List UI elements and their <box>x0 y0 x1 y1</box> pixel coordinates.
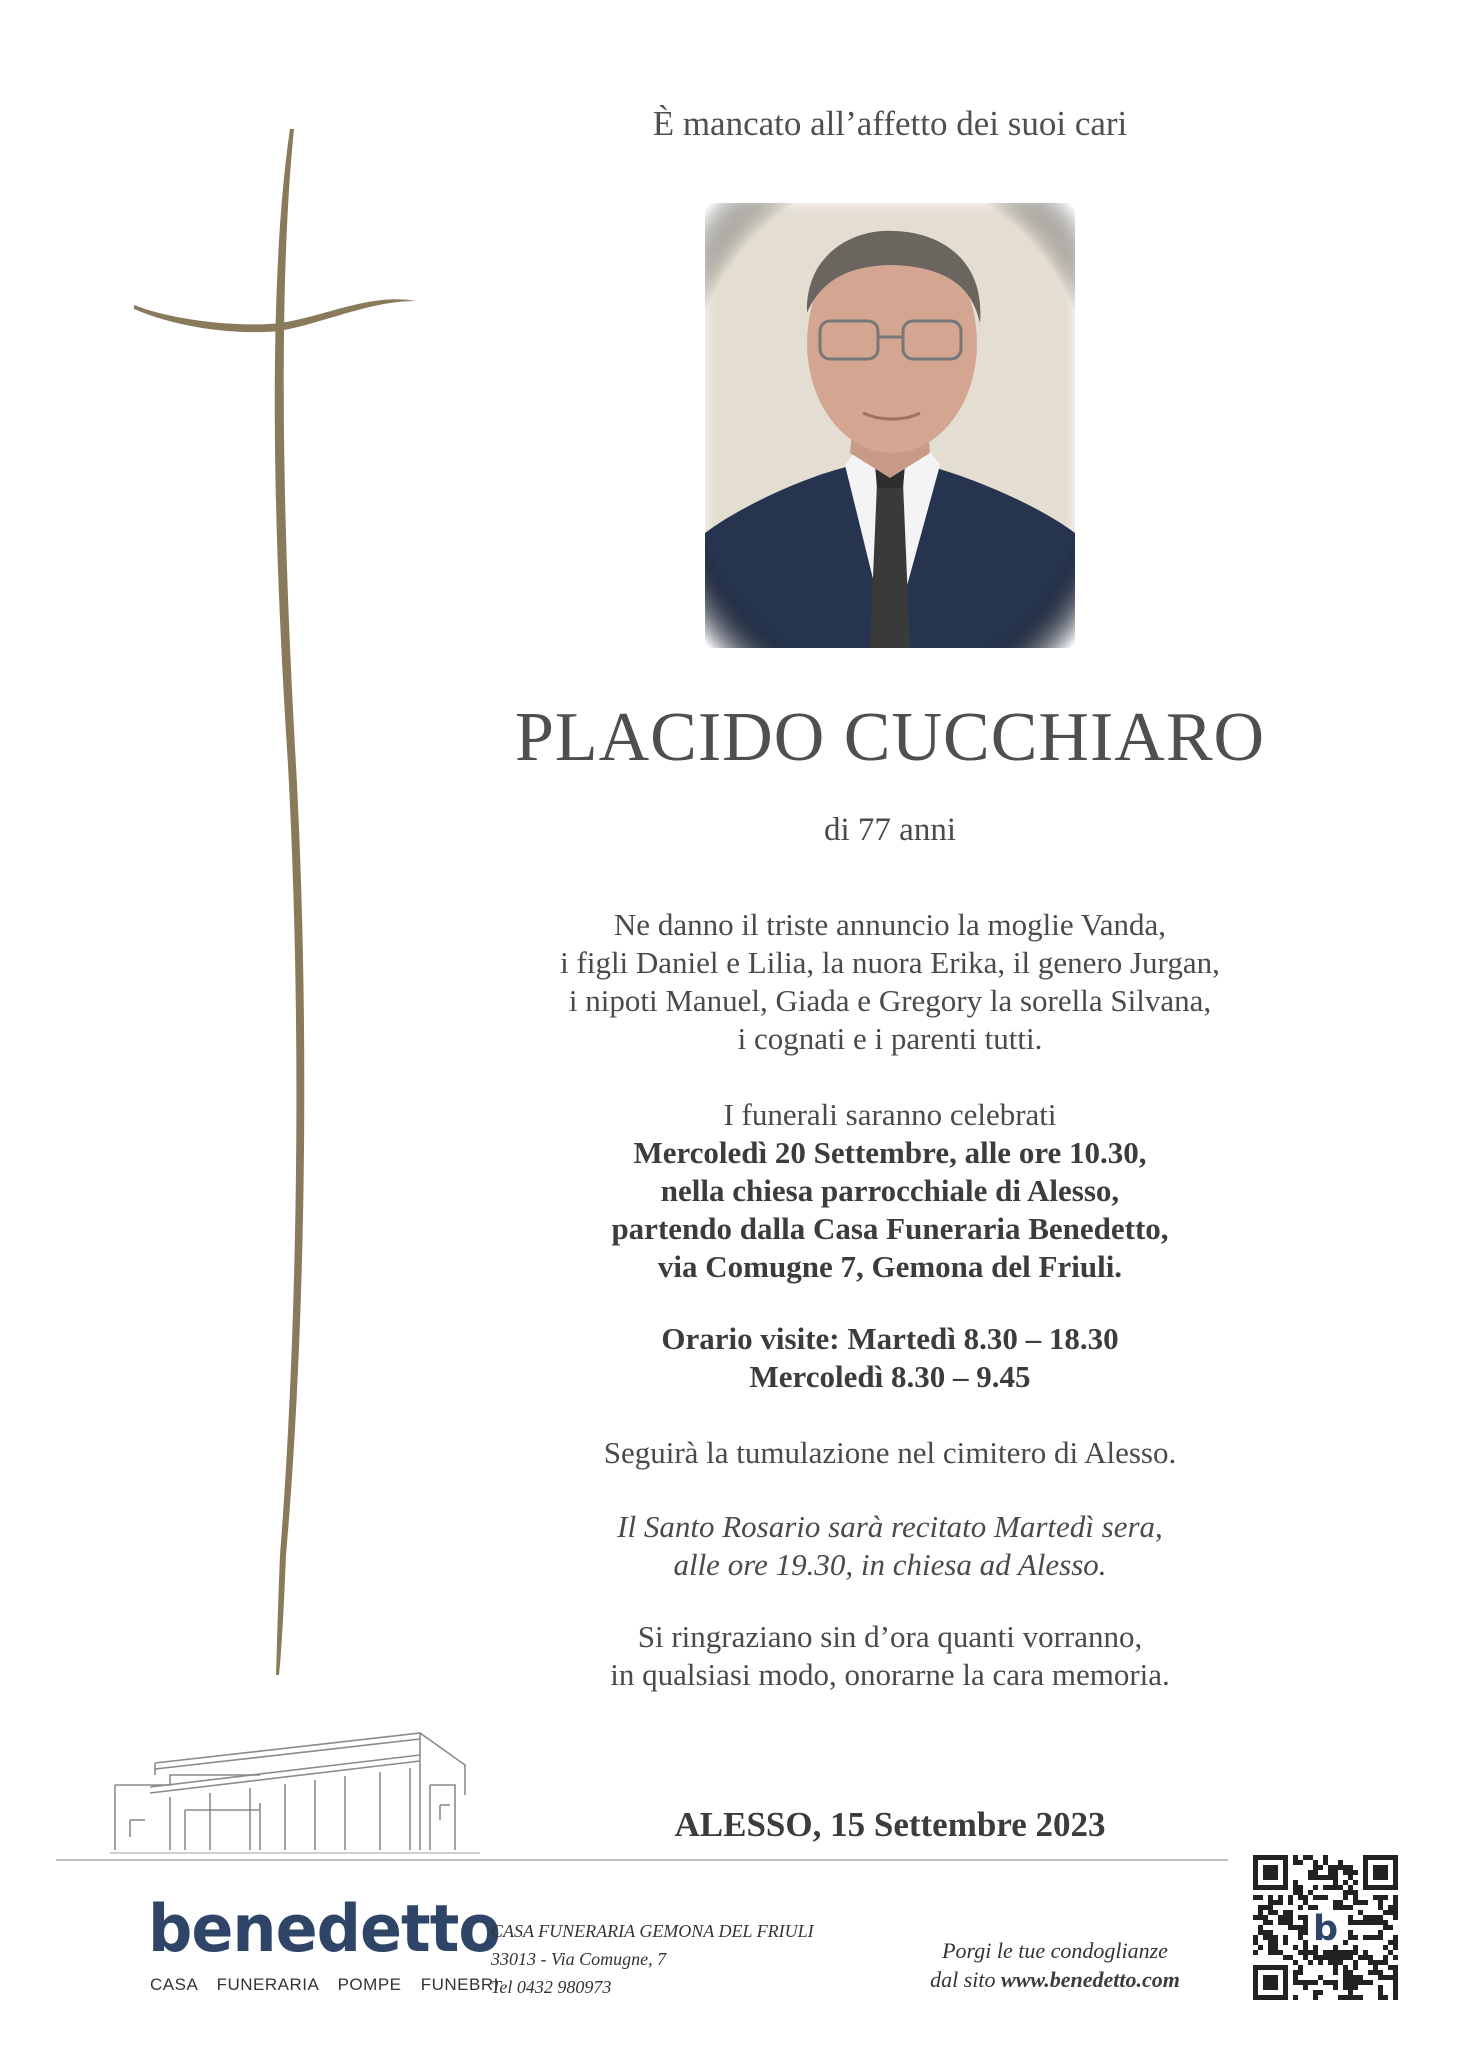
qr-code-icon[interactable] <box>1253 1855 1398 2000</box>
burial-line: Seguirà la tumulazione nel cimitero di Alesso. <box>603 1435 1177 1470</box>
family-line: Ne danno il triste annuncio la moglie Vanda, <box>613 907 1167 942</box>
condolence-prefix: dal sito <box>930 1967 1002 1992</box>
deceased-name: PLACIDO CUCCHIARO <box>514 699 1266 776</box>
visiting-hours <box>460 1320 1320 1396</box>
funeral-line: nella chiesa parrocchiale di Alesso, <box>660 1173 1120 1208</box>
funeral-details <box>460 1096 1320 1286</box>
family-announcement <box>460 906 1320 1058</box>
funeral-line: Mercoledì 20 Settembre, alle ore 10.30, <box>633 1135 1147 1170</box>
visits-line: Orario visite: Martedì 8.30 – 18.30 <box>661 1321 1119 1356</box>
visits-line: Mercoledì 8.30 – 9.45 <box>749 1359 1031 1394</box>
family-line: i figli Daniel e Lilia, la nuora Erika, il genero Jurgan, <box>560 945 1220 980</box>
company-logo-subtitle: CASA FUNERARIA POMPE FUNEBRI <box>150 1975 499 1994</box>
thanks-note <box>460 1618 1320 1694</box>
condolence-line <box>905 1965 1205 1994</box>
company-info <box>491 1917 814 2001</box>
rosary-note <box>460 1508 1320 1584</box>
funeral-line: partendo dalla Casa Funeraria Benedetto, <box>611 1211 1169 1246</box>
company-logo: benedetto <box>148 1890 500 1967</box>
qr-center-letter: b <box>1312 1909 1339 1949</box>
place-date: ALESSO, 15 Settembre 2023 <box>674 1805 1106 1844</box>
condolence-line: Porgi le tue condoglianze <box>942 1938 1168 1963</box>
website-link[interactable]: www.benedetto.com <box>1001 1967 1180 1992</box>
rosary-line: Il Santo Rosario sarà recitato Martedì sera, <box>617 1509 1163 1544</box>
thanks-line: in qualsiasi modo, onorarne la cara memoria. <box>610 1657 1170 1692</box>
company-line: Tel 0432 980973 <box>491 1977 612 1997</box>
deceased-age: di 77 anni <box>824 812 956 848</box>
portrait-photo <box>705 203 1075 648</box>
building-icon <box>110 1725 480 1875</box>
family-line: i nipoti Manuel, Giada e Gregory la sorella Silvana, <box>568 983 1212 1018</box>
company-line: CASA FUNERARIA GEMONA DEL FRIULI <box>491 1921 814 1941</box>
cross-icon <box>120 125 430 1685</box>
condolence-note <box>905 1936 1205 1994</box>
intro-text: È mancato all’affetto dei suoi cari <box>652 104 1128 143</box>
family-line: i cognati e i parenti tutti. <box>737 1021 1043 1056</box>
funeral-line: via Comugne 7, Gemona del Friuli. <box>657 1249 1123 1284</box>
burial-note <box>460 1434 1320 1472</box>
company-line: 33013 - Via Comugne, 7 <box>491 1949 667 1969</box>
footer-divider <box>56 1859 1228 1861</box>
rosary-line: alle ore 19.30, in chiesa ad Alesso. <box>673 1547 1107 1582</box>
thanks-line: Si ringraziano sin d’ora quanti vorranno, <box>637 1619 1143 1654</box>
funeral-intro: I funerali saranno celebrati <box>723 1097 1057 1132</box>
